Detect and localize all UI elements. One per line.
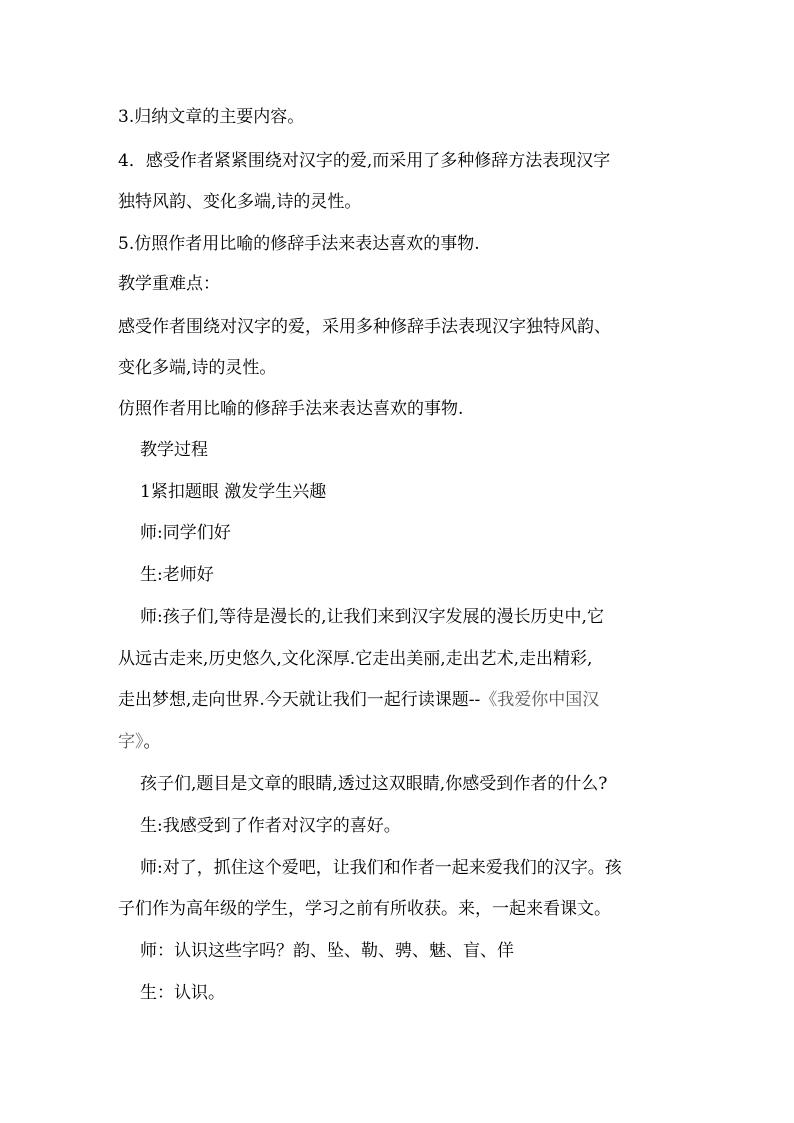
lesson-title-part-2: 字》: [118, 732, 144, 752]
teaching-process-heading: 教学过程: [140, 440, 208, 460]
lesson-title-part-1: 《我爱你中国汉: [480, 690, 600, 710]
objective-5: 5.仿照作者用比喻的修辞手法来表达喜欢的事物.: [118, 234, 480, 254]
objective-4-line-1: 4．感受作者紧紧围绕对汉字的爱,而采用了多种修辞方法表现汉字: [118, 151, 611, 171]
key-point-1-line-1: 感受作者围绕对汉字的爱，采用多种修辞手法表现汉字独特风韵、: [118, 317, 611, 337]
dialogue-teacher-intro-line-1: 师:孩子们,等待是漫长的,让我们来到汉字发展的漫长历史中,它: [140, 607, 604, 627]
key-point-1-line-2: 变化多端,诗的灵性。: [118, 358, 277, 378]
dialogue-teacher-characters: 师：认识这些字吗？韵、坠、勒、骋、魅、盲、佯: [140, 941, 514, 961]
dialogue-teacher-love-line-1: 师:对了，抓住这个爱吧，让我们和作者一起来爱我们的汉字。孩: [140, 858, 622, 878]
section-1-heading: 1紧扣题眼 激发学生兴趣: [140, 482, 327, 502]
dialogue-teacher-intro-line-4: [118, 731, 161, 753]
dialogue-teacher-greeting: 师:同学们好: [140, 523, 231, 543]
dialogue-student-recognize: 生：认识。: [140, 983, 225, 1003]
objective-3: 3.归纳文章的主要内容。: [118, 107, 305, 127]
key-points-heading: 教学重难点：: [118, 274, 220, 294]
dialogue-student-answer: 生:我感受到了作者对汉字的喜好。: [140, 816, 401, 836]
intro-text: 走出梦想,走向世界.今天就让我们一起行读课题--: [118, 690, 481, 710]
dialogue-teacher-intro-line-2: 从远古走来,历史悠久,文化深厚.它走出美丽,走出艺术,走出精彩,: [118, 649, 593, 669]
dialogue-teacher-intro-line-3: [118, 689, 599, 711]
objective-4-line-2: 独特风韵、变化多端,诗的灵性。: [118, 192, 362, 212]
key-point-2: 仿照作者用比喻的修辞手法来表达喜欢的事物.: [118, 399, 464, 419]
dialogue-teacher-question: 孩子们,题目是文章的眼睛,透过这双眼睛,你感受到作者的什么?: [140, 774, 608, 794]
dialogue-student-greeting: 生:老师好: [140, 565, 214, 585]
dialogue-teacher-love-line-2: 子们作为高年级的学生，学习之前有所收获。来，一起来看课文。: [118, 899, 611, 919]
intro-end-punct: 。: [143, 732, 161, 752]
